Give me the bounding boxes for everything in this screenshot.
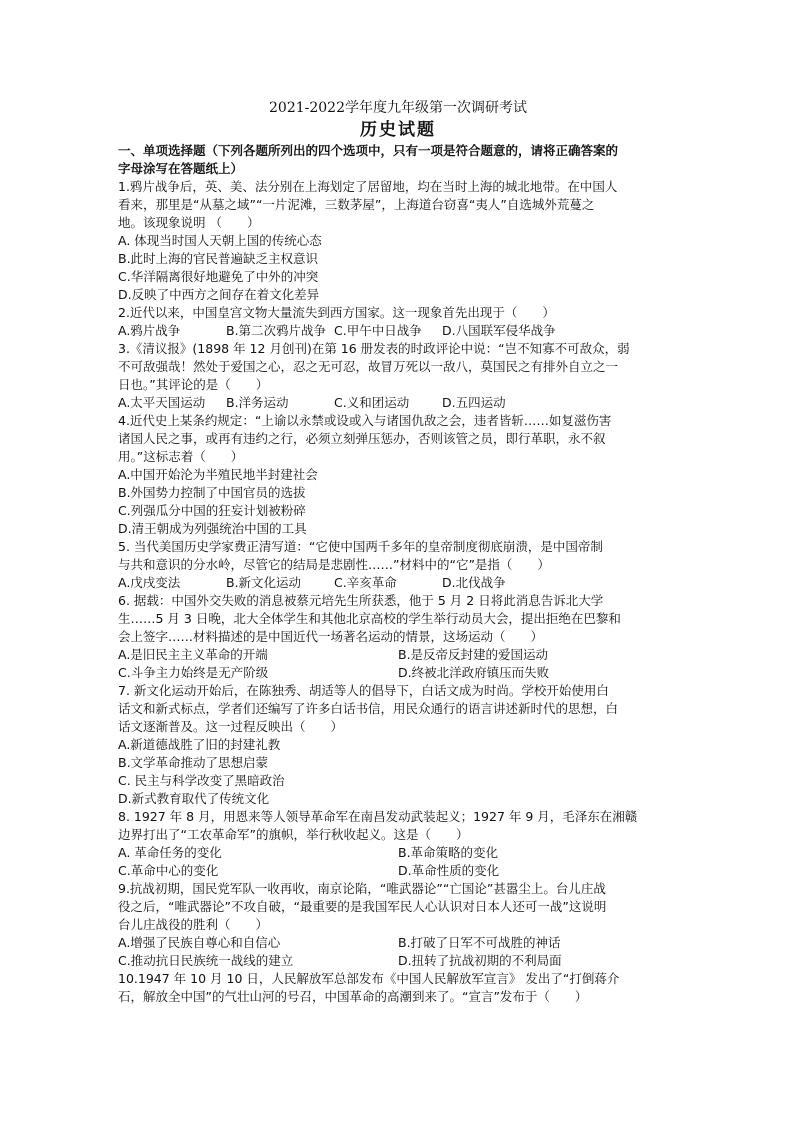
question-text-line: 4.近代史上某条约规定：“上谕以永禁或设或入与诸国仇敌之会，违者皆斩……如复滋伤害	[118, 413, 612, 428]
question-text-line: 役之后，“唯武器论”不攻自破，“最重要的是我国军民人心认识对日本人还可一战”这说明	[118, 899, 607, 914]
answer-option: A.太平天国运动	[118, 395, 206, 410]
answer-option: A.增强了民族自尊心和自信心	[118, 935, 281, 950]
answer-option-row	[118, 934, 678, 952]
question-text-line: 8. 1927 年 8 月，用恩来等人领导革命军在南昌发动武装起义；1927 年 9 月，毛泽东在湘赣	[118, 809, 638, 824]
question-9	[118, 880, 678, 970]
question-text-line: 10.1947 年 10 月 10 日，人民解放军总部发布《中国人民解放军宣言》 发出了“打倒蒋介	[118, 971, 620, 986]
question-text-line: 话文逐渐普及。这一过程反映出（ ）	[118, 719, 344, 734]
question-2	[118, 304, 678, 340]
section-heading-line: 一、单项选择题（下列各题所列出的四个选项中，只有一项是符合题意的，请将正确答案的	[118, 143, 619, 158]
question-list	[118, 178, 678, 1006]
question-text-line: 石，解放全中国”的气壮山河的号召，中国革命的高潮到来了。“宣言”发布于（ ）	[118, 989, 588, 1004]
answer-option: D.五四运动	[442, 395, 506, 410]
answer-option: D.扭转了抗战初期的不利局面	[398, 953, 562, 968]
question-text-line: 用。”这标志着（ ）	[118, 449, 244, 464]
answer-option: B.洋务运动	[226, 395, 289, 410]
question-text-line: 与共和意识的分水岭，尽管它的结局是悲剧性……”材料中的“它”是指（ ）	[118, 557, 550, 572]
question-10	[118, 970, 678, 1006]
answer-option: B.是反帝反封建的爱国运动	[398, 647, 549, 662]
answer-option: A.新道德战胜了旧的封建礼教	[118, 737, 281, 752]
question-4	[118, 412, 678, 538]
answer-option: B.新文化运动	[226, 575, 302, 590]
question-text-line: 7. 新文化运动开始后，在陈独秀、胡适等人的倡导下，白话文成为时尚。学校开始使用白	[118, 683, 609, 698]
exam-title: 2021-2022学年度九年级第一次调研考试	[269, 100, 527, 116]
answer-option: D.北伐战争	[442, 575, 506, 590]
answer-option-row	[118, 574, 678, 592]
answer-option: C.甲午中日战争	[334, 323, 422, 338]
answer-option: D.八国联军侵华战争	[442, 323, 556, 338]
answer-option: D.终被北洋政府镇压而失败	[398, 665, 550, 680]
question-3	[118, 340, 678, 412]
question-text-line: 诸国人民之事，或再有违约之行，必须立刻弹压惩办，否则该管之员，即行革职，永不叙	[118, 431, 606, 446]
answer-option: C. 民主与科学改变了黑暗政治	[118, 773, 285, 788]
answer-option-row	[118, 322, 678, 340]
question-text-line: 9.抗战初期，国民党军队一收再收，南京论陷，“唯武器论”“亡国论”甚嚣尘上。台儿庄战	[118, 881, 606, 896]
question-text-line: 话文和新式标点，学者们还编写了许多白话书信，用民众通行的语言讲述新时代的思想，白	[118, 701, 619, 716]
question-text-line: 日也。”其评论的是（ ）	[118, 377, 269, 392]
section-heading	[118, 142, 678, 178]
answer-option: C.推动抗日民族统一战线的建立	[118, 953, 294, 968]
section-heading-line: 字母涂写在答题纸上）	[118, 161, 244, 176]
question-1	[118, 178, 678, 304]
exam-page	[118, 96, 678, 1006]
answer-option: C.斗争主力始终是无产阶级	[118, 665, 269, 680]
question-7	[118, 682, 678, 808]
question-text-line: 边界打出了“工农革命军”的旗帜，举行秋收起义。这是（ ）	[118, 827, 469, 842]
question-text-line: 3.《清议报》(1898 年 12 月创刊)在第 16 册发表的时政评论中说：“岂不知寡不可敌众，弱	[118, 341, 630, 356]
answer-option-row	[118, 862, 678, 880]
answer-option-row	[118, 952, 678, 970]
question-6	[118, 592, 678, 682]
question-text-line: 不可敌强哉！然处于爱国之心，忍之无可忍，故冒万死以一敌八，莫国民之有排外自立之一	[118, 359, 619, 374]
answer-option-row	[118, 394, 678, 412]
answer-option: B.外国势力控制了中国官员的选拔	[118, 485, 306, 500]
answer-option-row	[118, 646, 678, 664]
answer-option: B.第二次鸦片战争	[226, 323, 327, 338]
exam-subtitle: 历史试题	[360, 120, 436, 140]
answer-option: B.此时上海的官民普遍缺乏主权意识	[118, 251, 319, 266]
question-5	[118, 538, 678, 592]
answer-option: A.鸦片战争	[118, 323, 181, 338]
answer-option: C.华洋隔离很好地避免了中外的冲突	[118, 269, 319, 284]
answer-option: C.革命中心的变化	[118, 863, 219, 878]
question-text-line: 6. 据载：中国外交失败的消息被蔡元培先生所获悉，他于 5 月 2 日将此消息告诉北大学	[118, 593, 604, 608]
question-8	[118, 808, 678, 880]
question-text-line: 5. 当代美国历史学家费正清写道：“它使中国两千多年的皇帝制度彻底崩溃，是中国帝制	[118, 539, 603, 554]
question-text-line: 生……5 月 3 日晚，北大全体学生和其他北京高校的学生举行动员大会，提出拒绝在巴黎和	[118, 611, 621, 626]
answer-option: A. 体现当时国人天朝上国的传统心态	[118, 233, 322, 248]
answer-option: A. 革命任务的变化	[118, 845, 222, 860]
answer-option-row	[118, 844, 678, 862]
answer-option-row	[118, 664, 678, 682]
question-text-line: 1.鸦片战争后，英、美、法分别在上海划定了居留地，均在当时上海的城北地带。在中国人	[118, 179, 618, 194]
answer-option: C.义和团运动	[334, 395, 410, 410]
answer-option: D.新式教育取代了传统文化	[118, 791, 270, 806]
answer-option: B.文学革命推动了思想启蒙	[118, 755, 269, 770]
question-text-line: 会上签字……材料描述的是中国近代一场著名运动的情景，这场运动（ ）	[118, 629, 544, 644]
question-text-line: 地。该现象说明 （ ）	[118, 215, 260, 230]
answer-option: D.反映了中西方之间存在着文化差异	[118, 287, 320, 302]
answer-option: C.列强瓜分中国的狂妄计划被粉碎	[118, 503, 306, 518]
answer-option: A.中国开始沦为半殖民地半封建社会	[118, 467, 318, 482]
answer-option: B.打破了日军不可战胜的神话	[398, 935, 561, 950]
answer-option: D.革命性质的变化	[398, 863, 500, 878]
answer-option: C.辛亥革命	[334, 575, 397, 590]
question-text-line: 台儿庄战役的胜利（ ）	[118, 917, 269, 932]
answer-option: B.革命策略的变化	[398, 845, 499, 860]
answer-option: A.戊戌变法	[118, 575, 181, 590]
question-text-line: 看来，那里是“从墓之域”“一片泥滩，三数茅屋”，上海道台窃喜“夷人”自选城外荒蔓之	[118, 197, 595, 212]
answer-option: A.是旧民主主义革命的开端	[118, 647, 268, 662]
answer-option: D.清王朝成为列强统治中国的工具	[118, 521, 307, 536]
question-text-line: 2.近代以来，中国皇宫文物大量流失到西方国家。这一现象首先出现于（ ）	[118, 305, 555, 320]
